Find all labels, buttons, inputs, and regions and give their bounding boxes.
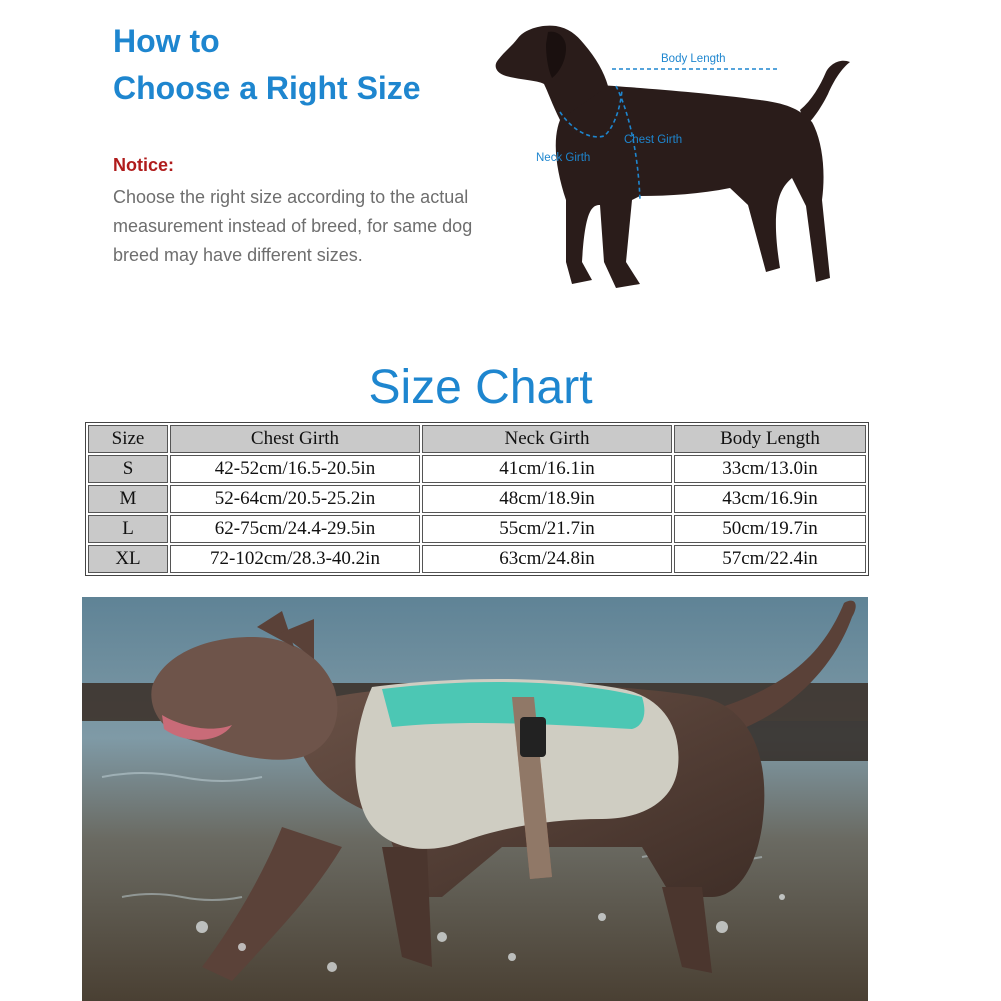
body-length-cell: 43cm/16.9in xyxy=(674,485,866,513)
table-header-row xyxy=(88,425,866,453)
neck-girth-cell: 55cm/21.7in xyxy=(422,515,672,543)
size-chart-title: Size Chart xyxy=(368,361,593,414)
size-cell: S xyxy=(88,455,168,483)
chest-girth-label: Chest Girth xyxy=(624,134,683,146)
product-photo xyxy=(82,597,868,1001)
size-cell: M xyxy=(88,485,168,513)
dog-measurement-diagram xyxy=(484,20,860,302)
column-header-size: Size xyxy=(88,425,168,453)
chest-girth-cell: 72-102cm/28.3-40.2in xyxy=(170,545,420,573)
size-cell: L xyxy=(88,515,168,543)
size-chart-table xyxy=(85,422,869,576)
chest-girth-cell: 42-52cm/16.5-20.5in xyxy=(170,455,420,483)
neck-girth-cell: 48cm/18.9in xyxy=(422,485,672,513)
body-length-cell: 50cm/19.7in xyxy=(674,515,866,543)
table-row xyxy=(88,485,866,513)
notice-heading: Notice: xyxy=(113,155,175,175)
page-title-line-2: Choose a Right Size xyxy=(113,70,421,106)
page-title-line-1: How to xyxy=(113,23,220,59)
neck-girth-label: Neck Girth xyxy=(536,152,591,164)
notice-text: Choose the right size according to the actual measurement instead of breed, for same dog breed may have different sizes. xyxy=(113,187,473,265)
neck-girth-cell: 63cm/24.8in xyxy=(422,545,672,573)
table-row xyxy=(88,545,866,573)
body-length-label: Body Length xyxy=(661,53,726,65)
column-header-body-length: Body Length xyxy=(674,425,866,453)
column-header-chest-girth: Chest Girth xyxy=(170,425,420,453)
chest-girth-cell: 52-64cm/20.5-25.2in xyxy=(170,485,420,513)
size-cell: XL xyxy=(88,545,168,573)
chest-girth-cell: 62-75cm/24.4-29.5in xyxy=(170,515,420,543)
body-length-cell: 57cm/22.4in xyxy=(674,545,866,573)
body-length-cell: 33cm/13.0in xyxy=(674,455,866,483)
neck-girth-cell: 41cm/16.1in xyxy=(422,455,672,483)
table-row xyxy=(88,515,866,543)
table-row xyxy=(88,455,866,483)
column-header-neck-girth: Neck Girth xyxy=(422,425,672,453)
